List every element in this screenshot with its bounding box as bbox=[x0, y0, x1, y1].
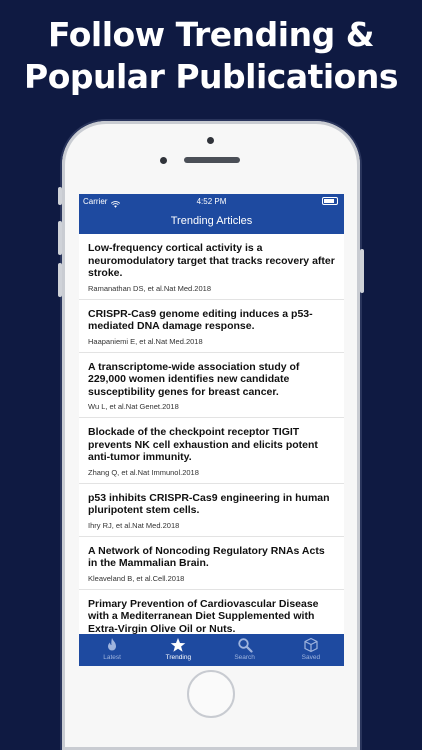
volume-up-button bbox=[58, 221, 62, 255]
front-camera bbox=[160, 157, 167, 164]
flame-icon bbox=[104, 637, 120, 653]
status-carrier: Carrier bbox=[83, 197, 108, 206]
article-title: CRISPR-Cas9 genome editing induces a p53-mediated DNA damage response. bbox=[88, 307, 313, 332]
phone-frame bbox=[62, 121, 360, 750]
list-item[interactable] bbox=[79, 234, 344, 300]
list-item[interactable] bbox=[79, 418, 344, 484]
home-button[interactable] bbox=[187, 670, 235, 718]
list-item[interactable] bbox=[79, 300, 344, 353]
volume-down-button bbox=[58, 263, 62, 297]
article-list bbox=[79, 234, 344, 646]
tab-label: Saved bbox=[301, 654, 321, 661]
list-item[interactable] bbox=[79, 537, 344, 590]
article-title: Primary Prevention of Cardiovascular Disease with a Mediterranean Diet Supplemented with Extra-Virgin Olive Oil or Nuts. bbox=[88, 597, 319, 635]
top-camera bbox=[207, 137, 214, 144]
tab-search[interactable] bbox=[212, 634, 278, 666]
status-time: 4:52 PM bbox=[196, 197, 227, 206]
article-title: Low-frequency cortical activity is a neuromodulatory target that tracks recovery after stroke. bbox=[88, 242, 335, 279]
star-icon bbox=[170, 637, 186, 653]
article-title: A Network of Noncoding Regulatory RNAs Acts in the Mammalian Brain. bbox=[88, 544, 325, 569]
nav-bar bbox=[79, 194, 344, 234]
tab-label: Trending bbox=[165, 654, 192, 661]
page-title: Trending Articles bbox=[170, 215, 253, 227]
battery-icon bbox=[322, 197, 338, 205]
tab-saved[interactable] bbox=[278, 634, 344, 666]
search-icon bbox=[237, 637, 253, 653]
speaker-grill bbox=[184, 157, 240, 163]
article-meta: Zhang Q, et al.Nat Immunol.2018 bbox=[88, 467, 199, 477]
list-item[interactable] bbox=[79, 484, 344, 537]
article-meta: Wu L, et al.Nat Genet.2018 bbox=[88, 402, 179, 411]
tab-label: Search bbox=[234, 654, 255, 661]
app-screen bbox=[79, 194, 344, 666]
promo-headline bbox=[0, 14, 422, 98]
article-title: A transcriptome-wide association study of 229,000 women identifies new candidate susceptibility genes for breast cancer. bbox=[88, 360, 300, 398]
promo-line-2: Popular Publications bbox=[24, 57, 398, 96]
box-icon bbox=[303, 637, 319, 653]
article-meta: Kleaveland B, et al.Cell.2018 bbox=[88, 573, 185, 583]
article-meta: Haapaniemi E, et al.Nat Med.2018 bbox=[88, 336, 203, 346]
article-title: p53 inhibits CRISPR-Cas9 engineering in human pluripotent stem cells. bbox=[88, 491, 330, 516]
article-meta: Ihry RJ, et al.Nat Med.2018 bbox=[88, 520, 180, 530]
tab-trending[interactable] bbox=[145, 634, 211, 666]
tab-bar bbox=[79, 634, 344, 666]
promo-line-1: Follow Trending & bbox=[48, 15, 374, 54]
tab-latest[interactable] bbox=[79, 634, 145, 666]
tab-label: Latest bbox=[103, 654, 121, 661]
article-meta: Ramanathan DS, et al.Nat Med.2018 bbox=[88, 283, 211, 293]
article-title: Blockade of the checkpoint receptor TIGIT prevents NK cell exhaustion and elicits potent anti-tumor immunity. bbox=[88, 426, 318, 463]
list-item[interactable] bbox=[79, 353, 344, 419]
power-button bbox=[360, 249, 364, 293]
mute-switch bbox=[58, 187, 62, 205]
